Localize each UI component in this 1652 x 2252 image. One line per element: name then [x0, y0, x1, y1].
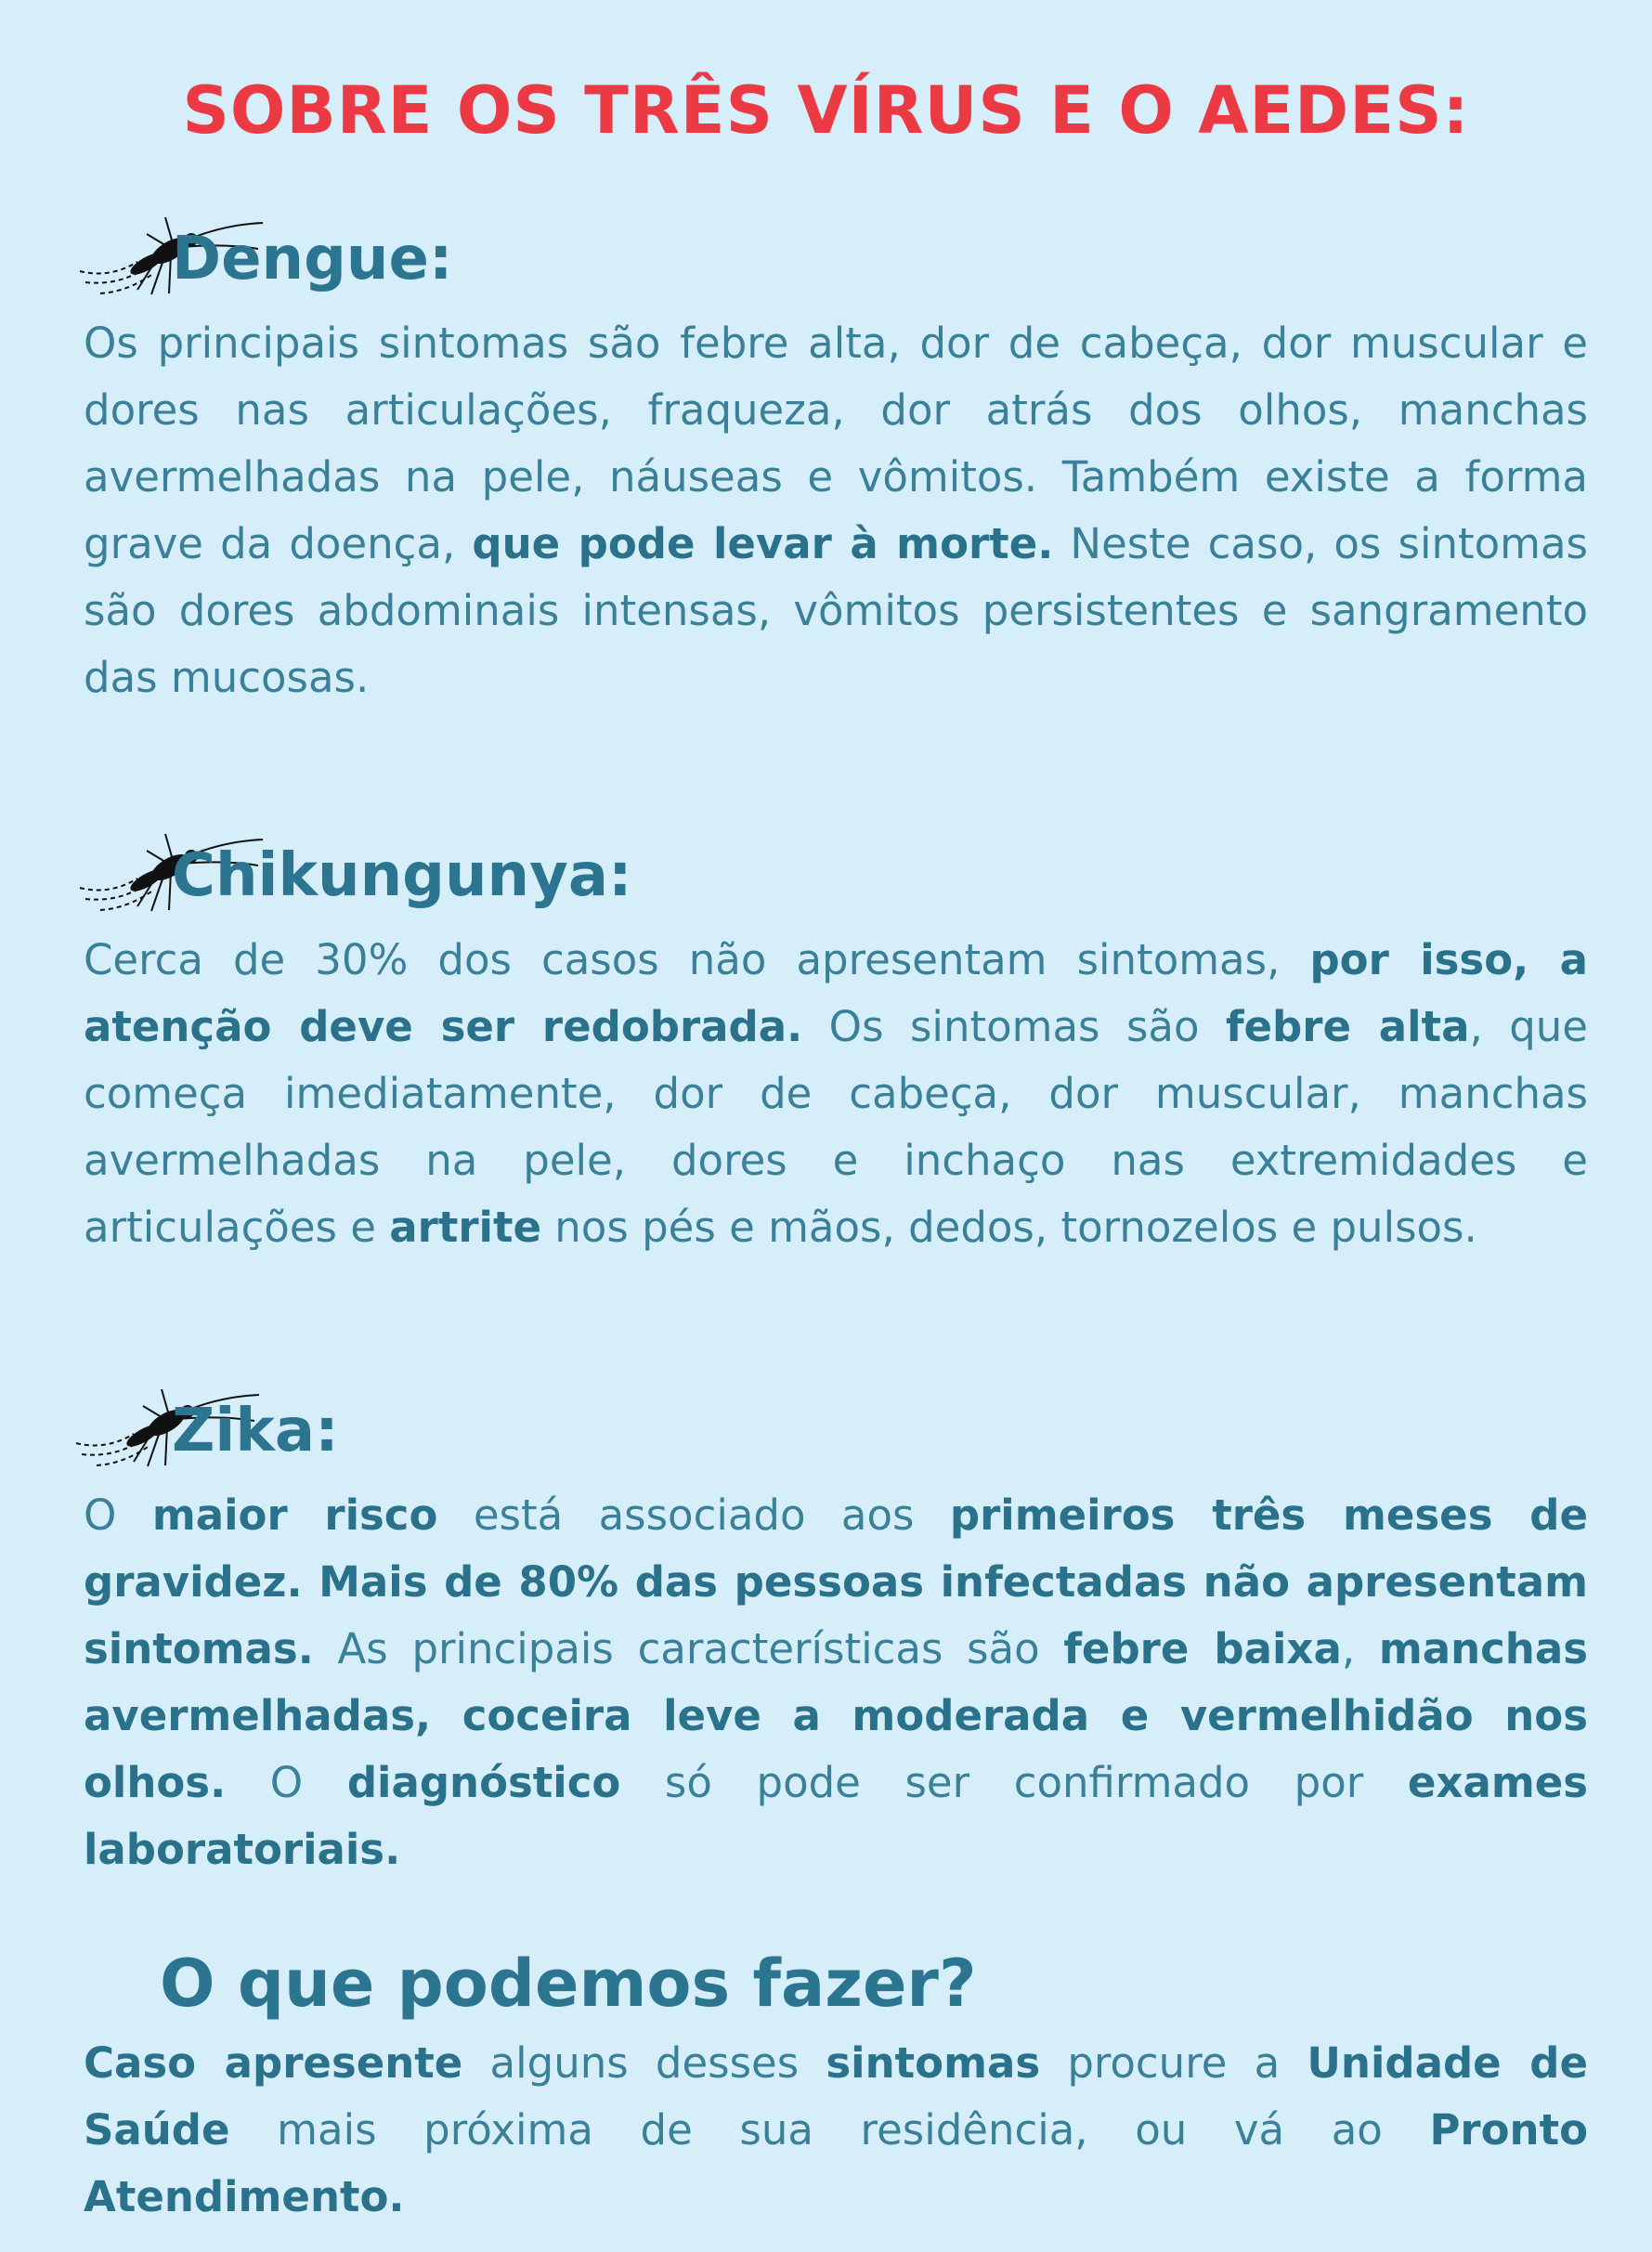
action-paragraph [84, 2030, 1588, 2231]
body-text: mais próxima de sua residência, ou vá ao [229, 2105, 1430, 2154]
body-text: procure a [1040, 2038, 1307, 2088]
body-text: só pode ser confirmado por [620, 1758, 1408, 1807]
section-paragraph-zika [84, 1482, 1588, 1883]
emphasis-text: maior risco [151, 1490, 438, 1540]
emphasis-text: Caso apresente [84, 2038, 463, 2088]
body-text: alguns desses [462, 2038, 826, 2088]
emphasis-text: febre baixa [1063, 1624, 1342, 1673]
body-text: está associado aos [437, 1490, 950, 1540]
emphasis-text: artrite [389, 1203, 541, 1252]
emphasis-text: febre alta [1225, 1002, 1470, 1051]
emphasis-text: sintomas [826, 2038, 1041, 2088]
emphasis-text: primeiros três meses de gravidez. Mais de 80% das pessoas infectadas não apresentam sintomas. [84, 1490, 1588, 1673]
body-text: O [84, 1490, 152, 1540]
emphasis-text: Unidade de Saúde [84, 2038, 1589, 2154]
body-text: , [1341, 1624, 1379, 1673]
emphasis-text: que pode levar à morte. [472, 519, 1054, 568]
page-title: SOBRE OS TRÊS VÍRUS E O AEDES: [182, 72, 1470, 149]
section-heading-dengue: Dengue: [172, 225, 453, 293]
body-text: nos pés e mãos, dedos, tornozelos e pulsos. [540, 1203, 1477, 1252]
body-text: As principais características são [313, 1624, 1064, 1673]
body-text: O [226, 1758, 347, 1807]
body-text: Cerca de 30% dos casos não apresentam sintomas, [84, 935, 1310, 984]
section-heading-zika: Zika: [172, 1397, 339, 1465]
body-text: , que começa imediatamente, dor de cabeça, dor muscular, manchas avermelhadas na pele, dores e inchaço nas extremidades e articulações e [84, 1002, 1588, 1252]
emphasis-text: exames laboratoriais. [84, 1758, 1589, 1874]
section-paragraph-chikungunya [84, 927, 1588, 1261]
section-paragraph-dengue [84, 310, 1588, 711]
emphasis-text: manchas avermelhadas, coceira leve a moderada e vermelhidão nos olhos. [84, 1624, 1588, 1807]
body-text: Os principais sintomas são febre alta, dor de cabeça, dor muscular e dores nas articulações, fraqueza, dor atrás dos olhos, manchas avermelhadas na pele, náuseas e vômitos. Também existe a forma grave da doença, [84, 319, 1588, 568]
body-text: Neste caso, os sintomas são dores abdominais intensas, vômitos persistentes e sangramento das mucosas. [84, 519, 1589, 702]
body-text: Os sintomas são [802, 1002, 1226, 1051]
emphasis-text: por isso, a atenção deve ser redobrada. [84, 935, 1588, 1051]
action-heading: O que podemos fazer? [160, 1946, 977, 2022]
emphasis-text: diagnóstico [346, 1758, 621, 1807]
section-heading-chikungunya: Chikungunya: [172, 841, 632, 910]
emphasis-text: Pronto Atendimento. [84, 2105, 1588, 2221]
